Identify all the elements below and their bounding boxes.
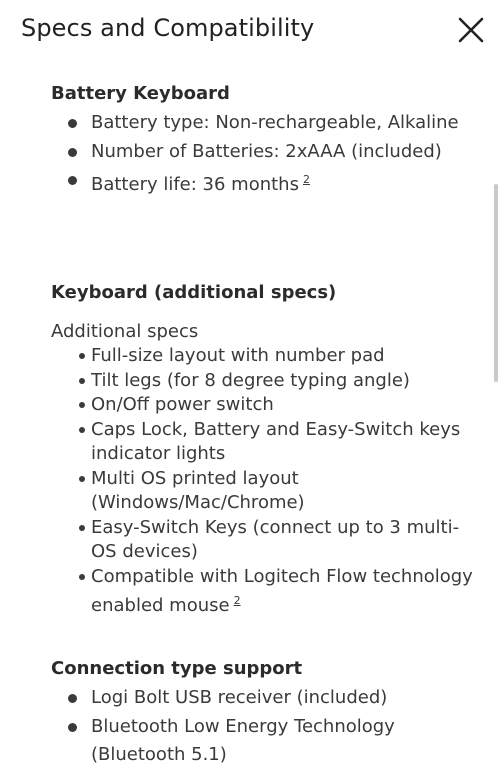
section-connection-type-support <box>51 655 481 769</box>
list-item-text: Battery type: Non-rechargeable, Alkaline <box>91 112 459 133</box>
bullet-dot <box>68 176 77 185</box>
list-item <box>51 467 481 516</box>
additional-specs-block <box>51 320 481 619</box>
list-item-text: Full-size layout with number pad <box>91 345 385 366</box>
sub-label: Additional specs <box>51 321 199 342</box>
list-item-text: On/Off power switch <box>91 394 274 415</box>
footnote-link[interactable]: 2 <box>302 173 310 186</box>
list-item-text: Compatible with Logitech Flow technology enabled mouse <box>91 565 473 616</box>
connection-spec-list <box>51 684 481 769</box>
bullet-dot <box>79 574 85 580</box>
close-icon <box>455 14 487 46</box>
list-item <box>51 713 481 769</box>
list-item <box>51 166 459 200</box>
bullet-dot <box>68 694 77 703</box>
bullet-dot <box>79 427 85 433</box>
list-item <box>51 109 459 138</box>
scrollbar-thumb[interactable] <box>494 184 498 382</box>
list-item-text: Battery life: 36 months <box>91 174 299 195</box>
list-item-text: Multi OS printed layout (Windows/Mac/Chrome) <box>91 467 305 513</box>
list-item-text: Caps Lock, Battery and Easy-Switch keys indicator lights <box>91 418 461 464</box>
section-keyboard-additional-specs <box>51 279 336 306</box>
section-battery-keyboard <box>51 80 459 200</box>
list-item <box>51 516 481 565</box>
list-item-text: Logi Bolt USB receiver (included) <box>91 687 388 708</box>
list-item-text: Bluetooth Low Energy Technology (Bluetooth 5.1) <box>91 715 395 765</box>
list-item <box>51 393 481 418</box>
bullet-dot <box>79 378 85 384</box>
list-item-text: Easy-Switch Keys (connect up to 3 multi-OS devices) <box>91 516 460 562</box>
bullet-dot <box>79 525 85 531</box>
list-item-text: Tilt legs (for 8 degree typing angle) <box>91 369 410 391</box>
section-title: Keyboard (additional specs) <box>51 282 337 303</box>
bullet-dot <box>68 119 77 128</box>
list-item <box>51 369 481 394</box>
dialog-header <box>0 0 504 62</box>
section-title: Battery Keyboard <box>51 83 230 104</box>
close-button[interactable] <box>455 14 487 46</box>
section-title: Connection type support <box>51 658 303 679</box>
list-item <box>51 684 481 713</box>
dialog-title: Specs and Compatibility <box>21 14 315 42</box>
list-item-text: Number of Batteries: 2xAAA (included) <box>91 140 442 162</box>
list-item <box>51 418 481 467</box>
bullet-dot <box>68 148 77 157</box>
footnote-link[interactable]: 2 <box>233 594 241 607</box>
bullet-dot <box>79 353 85 359</box>
list-item <box>51 565 481 619</box>
bullet-dot <box>79 402 85 408</box>
list-item <box>51 138 459 167</box>
additional-spec-list <box>51 344 481 619</box>
battery-spec-list <box>51 109 459 200</box>
bullet-dot <box>79 476 85 482</box>
list-item <box>51 344 481 369</box>
bullet-dot <box>68 723 77 732</box>
